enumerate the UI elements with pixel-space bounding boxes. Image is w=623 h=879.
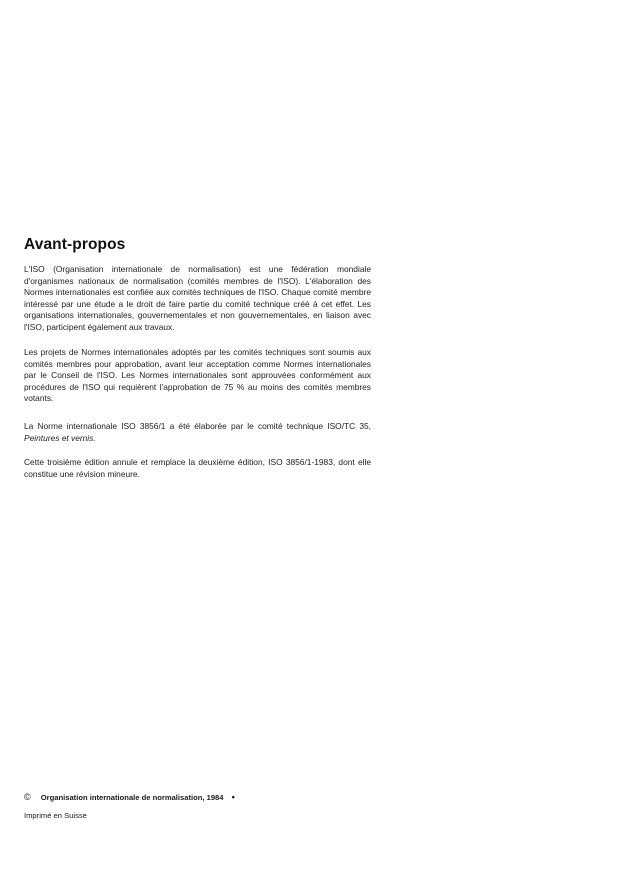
copyright-line: [24, 792, 235, 802]
paragraph-approval: Les projets de Normes internationales adoptés par les comités techniques sont soumis aux comités membres pour approbation, avant leur acceptation comme Normes internationales par le Conseil de l'ISO. Les Normes internationales sont approuvées conformément aux procédures de l'ISO qui requièrent l'approbation de 75 % au moins des comités membres votants.: [24, 347, 371, 404]
paragraph-iso-intro: L'ISO (Organisation internationale de normalisation) est une fédération mondiale d'organismes nationaux de normalisation (comités membres de l'ISO). L'élaboration des Normes internationales est confiée aux comités techniques de l'ISO. Chaque comité membre intéressé par une étude a le droit de faire partie du comité technique créé à cet effet. Les organisations internationales, gouvernementales et non gouvernementales, en liaison avec l'ISO, participent également aux travaux.: [24, 264, 371, 332]
section-heading: Avant-propos: [24, 236, 126, 253]
paragraph-edition: Cette troisième édition annule et remplace la deuxième édition, ISO 3856/1-1983, dont elle constitue une révision mineure.: [24, 457, 371, 479]
copyright-symbol: ©: [24, 792, 31, 802]
printed-in: Imprimé en Suisse: [24, 811, 87, 820]
committee-text: La Norme internationale ISO 3856/1 a été élaborée par le comité technique ISO/TC 35,: [24, 421, 371, 431]
copyright-text: Organisation internationale de normalisation, 1984: [40, 793, 224, 802]
bullet-icon: •: [231, 792, 235, 802]
committee-title: Peintures et vernis.: [24, 432, 96, 443]
paragraph-committee: [24, 421, 371, 444]
